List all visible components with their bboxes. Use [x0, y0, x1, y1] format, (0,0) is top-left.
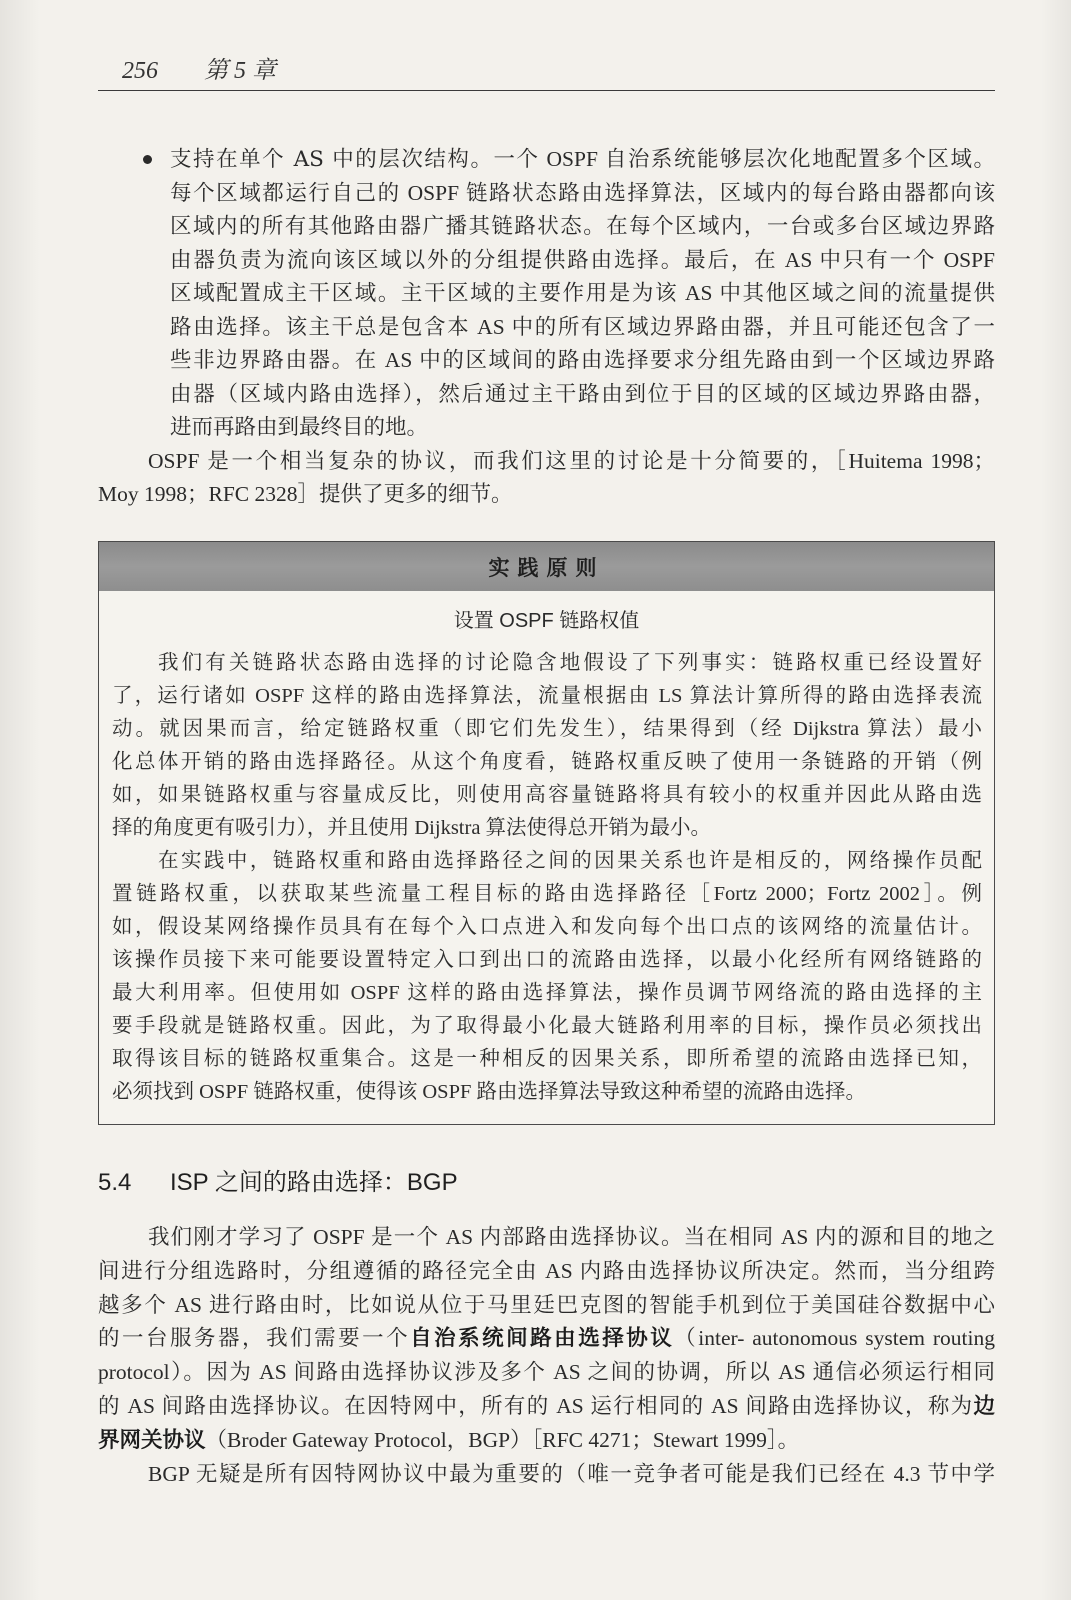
text-segment: 一个 OSPF 自治系统能够层次化地配置多个区域。	[493, 147, 995, 171]
text-segment: 的一台服务器，我们需要一个	[98, 1326, 411, 1351]
text-line: 化总体开销的路由选择路径。从这个角度看，链路权重反映了使用一条链路的开销（例	[112, 751, 982, 773]
bullet-paragraph	[170, 143, 995, 445]
text-line: 如，假设某网络操作员具有在每个入口点进入和发向每个出口点的该网络的流量估计。	[112, 916, 982, 938]
text-line	[170, 143, 995, 177]
text-line: 如，如果链路权重与容量成反比，则使用高容量链路将具有较小的权重并因此从路由选	[112, 784, 982, 806]
text-line: 必须找到 OSPF 链路权重，使得该 OSPF 路由选择算法导致这种希望的流路由选择。	[112, 1081, 867, 1103]
text-line: 我们刚才学习了 OSPF 是一个 AS 内部路由选择协议。当在相同 AS 内的源和目的地之	[148, 1225, 995, 1249]
text-line: OSPF 是一个相当复杂的协议，而我们这里的讨论是十分简要的，［Huitema 1998；	[148, 449, 995, 473]
text-line: 要手段就是链路权重。因此，为了取得最小化最大链路利用率的目标，操作员必须找出	[112, 1015, 982, 1037]
text-line	[98, 1390, 995, 1424]
page-number: 256	[122, 58, 158, 84]
text-line: 该操作员接下来可能要设置特定入口到出口的流路由选择，以最小化经所有网络链路的	[112, 949, 982, 971]
text-line: 择的角度更有吸引力），并且使用 Dijkstra 算法使得总开销为最小。	[112, 817, 712, 839]
text-line: 动。就因果而言，给定链路权重（即它们先发生），结果得到（经 Dijkstra 算法）最小	[112, 718, 982, 740]
running-header	[98, 52, 995, 91]
section-title: ISP 之间的路由选择：BGP	[170, 1169, 458, 1196]
text-line	[98, 1424, 995, 1458]
text-line: 由器（区域内路由选择），然后通过主干路由到位于目的区域的区域边界路由器，	[170, 381, 995, 406]
section-heading	[98, 1165, 995, 1201]
bullet-lead: 支持在单个 AS 中的层次结构。	[170, 147, 494, 172]
text-line: 区域配置成主干区域。主干区域的主要作用是为该 AS 中其他区域之间的流量提供	[170, 281, 995, 305]
text-line: 在实践中，链路权重和路由选择路径之间的因果关系也许是相反的，网络操作员配	[158, 850, 982, 872]
section-body	[98, 1221, 995, 1491]
text-segment: （Broder Gateway Protocol，BGP）［RFC 4271；Stewart 1999］。	[205, 1427, 800, 1452]
box-body	[112, 647, 982, 1109]
box-header-bar	[99, 542, 994, 591]
bullet-icon	[143, 155, 152, 164]
text-line: 些非边界路由器。在 AS 中的区域间的路由选择要求分组先路由到一个区域边界路	[170, 348, 995, 372]
text-line	[98, 1322, 995, 1356]
text-line: 每个区域都运行自己的 OSPF 链路状态路由选择算法，区域内的每台路由器都向该	[170, 180, 995, 205]
key-term: 自治系统间路由选择协议	[410, 1326, 675, 1351]
text-line: 由器负责为流向该区域以外的分组提供路由选择。最后，在 AS 中只有一个 OSPF	[170, 247, 995, 272]
text-segment: （inter- autonomous system routing	[674, 1326, 995, 1351]
box-title: 设置 OSPF 链路权值	[453, 610, 640, 632]
text-line: BGP 无疑是所有因特网协议中最为重要的（唯一竞争者可能是我们已经在 4.3 节中学	[148, 1461, 995, 1486]
key-term: 边	[973, 1393, 995, 1418]
text-line: 最大利用率。但使用如 OSPF 这样的路由选择算法，操作员调节网络流的路由选择的主	[112, 982, 982, 1004]
practice-principle-box	[98, 541, 995, 1125]
body-paragraph	[98, 445, 995, 510]
box-heading: 实践原则	[488, 556, 605, 580]
text-line: 进而再路由到最终目的地。	[170, 415, 429, 439]
text-line: 了，运行诸如 OSPF 这样的路由选择算法，流量根据由 LS 算法计算所得的路由选择表流	[112, 685, 982, 707]
text-line: 区域内的所有其他路由器广播其链路状态。在每个区域内，一台或多台区域边界路	[170, 214, 995, 238]
text-line: 我们有关链路状态路由选择的讨论隐含地假设了下列事实：链路权重已经设置好	[158, 652, 982, 674]
chapter-label: 第 5 章	[204, 58, 276, 84]
text-line: 路由选择。该主干总是包含本 AS 中的所有区域边界路由器，并且可能还包含了一	[170, 314, 995, 339]
section-number: 5.4	[98, 1169, 132, 1196]
text-line: Moy 1998；RFC 2328］提供了更多的细节。	[98, 481, 513, 506]
text-line: protocol）。因为 AS 间路由选择协议涉及多个 AS 之间的协调，所以 AS 通信必须运行相同	[98, 1360, 995, 1385]
text-line: 间进行分组选路时，分组遵循的路径完全由 AS 内路由选择协议所决定。然而，当分组跨	[98, 1258, 995, 1283]
text-line: 越多个 AS 进行路由时，比如说从位于马里廷巴克图的智能手机到位于美国硅谷数据中心	[98, 1292, 995, 1317]
text-segment: 的 AS 间路由选择协议。在因特网中，所有的 AS 运行相同的 AS 间路由选择协议，称为	[98, 1393, 974, 1418]
text-line: 取得该目标的链路权重集合。这是一种相反的因果关系，即所希望的流路由选择已知，	[112, 1048, 982, 1070]
key-term: 界网关协议	[98, 1427, 206, 1452]
text-line: 置链路权重，以获取某些流量工程目标的路由选择路径［Fortz 2000；Fortz 2002］。例	[112, 883, 982, 905]
